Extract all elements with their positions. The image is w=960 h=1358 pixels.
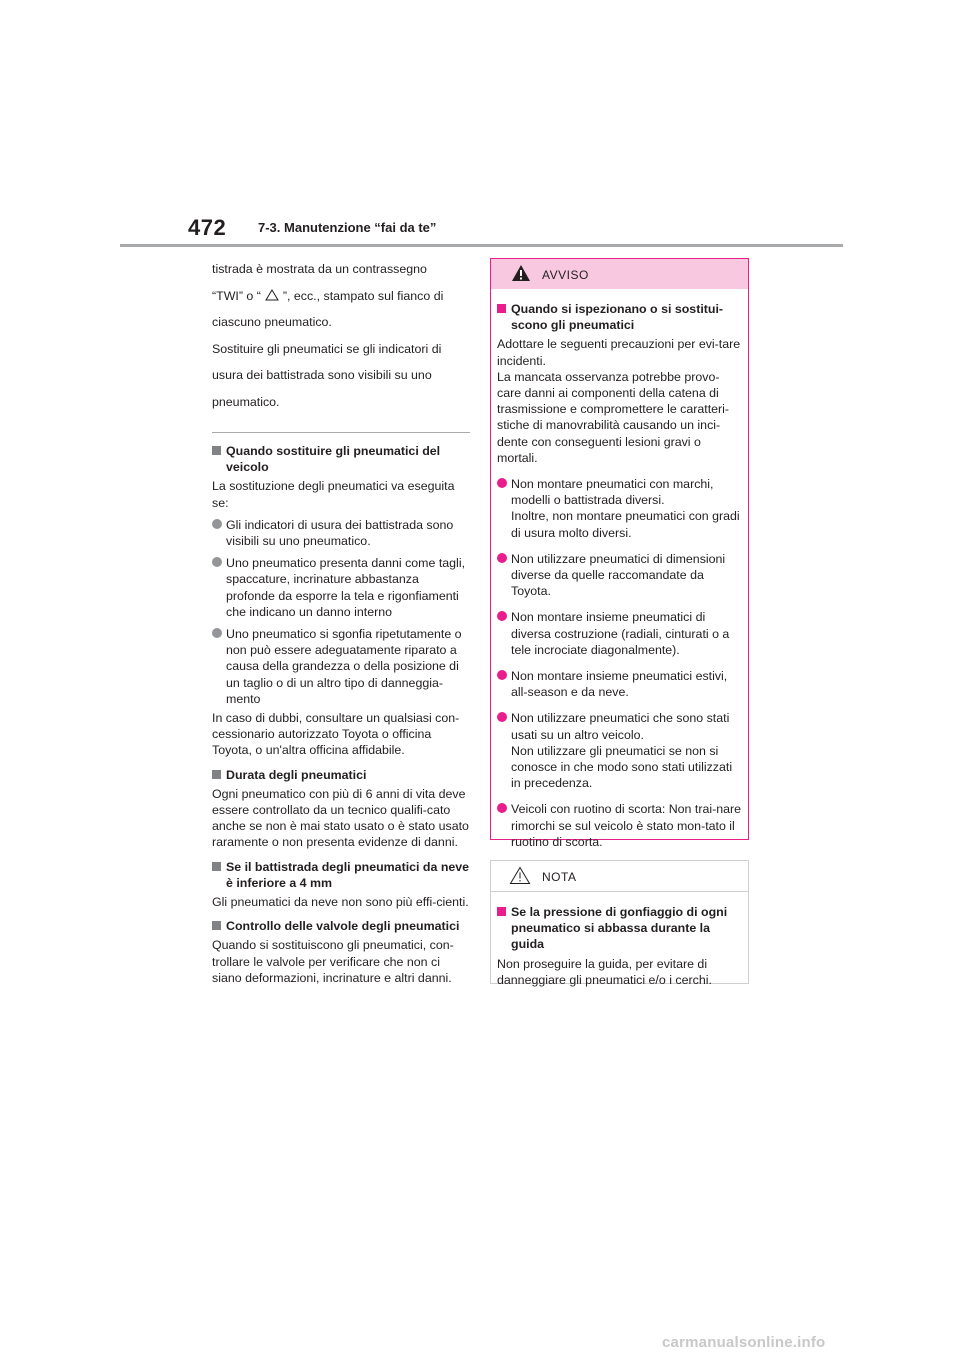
- body-text: Gli pneumatici da neve non sono più effi-cienti.: [212, 895, 469, 910]
- section-divider: [212, 432, 470, 433]
- note-box-title: NOTA: [542, 870, 577, 884]
- warning-heading: [497, 301, 742, 333]
- watermark: carmanualsonline.info: [662, 1334, 826, 1351]
- note-box-body: [491, 892, 748, 988]
- header-divider: [120, 244, 843, 247]
- intro-line: tistrada è mostrata da un contrassegno: [212, 262, 427, 276]
- list-item-text: Veicoli con ruotino di scorta: Non trai-nare rimorchi se sul veicolo è stato mon-tato il ruotino di scorta.: [511, 802, 742, 849]
- circle-bullet-icon: [497, 803, 507, 813]
- body-text: Adottare le seguenti precauzioni per evi-tare incidenti.: [497, 337, 741, 368]
- list-item: [497, 551, 742, 600]
- square-bullet-icon: [212, 862, 221, 871]
- list-item-text: Uno pneumatico presenta danni come tagli, spaccature, incrinature abbastanza profonde da esporre la tela e rigonfiamenti che indicano un danno interno: [226, 556, 466, 619]
- intro-line: pneumatico.: [212, 394, 280, 409]
- heading-text: Quando si ispezionano o si sostitui-scono gli pneumatici: [511, 302, 724, 333]
- page-header: [0, 0, 960, 250]
- list-item: [497, 609, 742, 658]
- warning-box-title: AVVISO: [542, 268, 589, 282]
- intro-line: [212, 283, 470, 310]
- heading-text: Se il battistrada degli pneumatici da neve è inferiore a 4 mm: [226, 859, 470, 890]
- intro-line: ciascuno pneumatico.: [212, 315, 332, 329]
- warning-triangle-icon: [511, 264, 531, 282]
- intro-text: “TWI” o “: [212, 288, 261, 303]
- list-item: [212, 555, 470, 620]
- intro-paragraph: [212, 256, 470, 415]
- intro-line: Sostituire gli pneumatici se gli indicatori di: [212, 341, 442, 356]
- intro-text: ”, ecc., stampato sul fianco di: [282, 288, 444, 303]
- list-item-text: Non montare pneumatici con marchi, modelli o battistrada diversi.: [511, 477, 714, 508]
- list-item: [497, 668, 742, 700]
- section-heading: [212, 767, 470, 783]
- list-item-text: Uno pneumatico si sgonfia ripetutamente o non può essere adeguatamente riparato a causa della grandezza o della posizione di un taglio o di un altro tipo di danneggia-mento: [226, 627, 462, 706]
- list-item-text: Non utilizzare pneumatici che sono stati usati su un altro veicolo.: [511, 711, 730, 742]
- list-item-text: Gli indicatori di usura dei battistrada sono visibili su uno pneumatico.: [226, 517, 454, 549]
- warning-box: [490, 258, 749, 849]
- list-item-text: Non utilizzare pneumatici di dimensioni diverse da quelle raccomandate da Toyota.: [511, 551, 726, 599]
- section-heading: [212, 443, 470, 475]
- list-item: [212, 626, 470, 707]
- list-item: [212, 517, 470, 549]
- section-title: 7-3. Manutenzione “fai da te”: [258, 220, 437, 235]
- body-text: La mancata osservanza potrebbe provo-care danni ai componenti della catena di trasmissione e compromettere le caratteri-stiche di manovrabilità causando un inci-dente con conseguenti lesioni gravi o mortali.: [497, 369, 730, 465]
- warning-box-body: [491, 289, 748, 850]
- list-item-text: Inoltre, non montare pneumatici con gradi di usura molto diversi.: [511, 509, 740, 540]
- square-bullet-icon: [212, 770, 221, 779]
- circle-bullet-icon: [497, 712, 507, 722]
- heading-text: Se la pressione di gonfiaggio di ogni pneumatico si abbassa durante la guida: [511, 905, 728, 952]
- list-item-text: Non montare insieme pneumatici di diversa costruzione (radiali, cinturati o a tele incrociate diagonalmente).: [511, 610, 730, 657]
- body-text: Ogni pneumatico con più di 6 anni di vita deve essere controllato da un tecnico qualifi-cato anche se non è mai stato usato o è stato usato raramente o non presenta evidenze di danni.: [212, 786, 469, 850]
- caution-triangle-icon: [509, 866, 531, 885]
- body-text: La sostituzione degli pneumatici va eseguita se:: [212, 479, 455, 510]
- heading-text: Controllo delle valvole degli pneumatici: [226, 919, 460, 934]
- note-box-header: [491, 861, 748, 892]
- circle-bullet-icon: [497, 478, 507, 488]
- body-text: Non proseguire la guida, per evitare di danneggiare gli pneumatici e/o i cerchi.: [497, 956, 712, 987]
- square-bullet-icon: [212, 446, 221, 455]
- list-item: [497, 801, 742, 850]
- section-heading: [212, 918, 470, 934]
- heading-text: Durata degli pneumatici: [226, 767, 367, 782]
- intro-line: usura dei battistrada sono visibili su uno: [212, 368, 432, 382]
- square-bullet-icon: [497, 304, 506, 313]
- heading-text: Quando sostituire gli pneumatici del veicolo: [226, 444, 441, 475]
- circle-bullet-icon: [497, 670, 507, 680]
- list-item-text: Non montare insieme pneumatici estivi, all-season e da neve.: [511, 669, 728, 700]
- circle-bullet-icon: [212, 628, 222, 638]
- list-item-text: Non utilizzare gli pneumatici se non si conosce in che modo sono stati utilizzati in precedenza.: [511, 743, 733, 791]
- circle-bullet-icon: [212, 557, 222, 567]
- list-item: [497, 710, 742, 791]
- section-heading: [212, 859, 470, 891]
- list-item: [497, 476, 742, 541]
- square-bullet-icon: [212, 921, 221, 930]
- circle-bullet-icon: [497, 553, 507, 563]
- tread-indicator-triangle-icon: [265, 284, 279, 296]
- note-box: [490, 860, 749, 987]
- square-bullet-icon: [497, 907, 506, 916]
- circle-bullet-icon: [497, 611, 507, 621]
- left-column: [212, 256, 470, 986]
- body-text: Quando si sostituiscono gli pneumatici, con-trollare le valvole per verificare che non ci siano deformazioni, incrinature e altri danni.: [212, 938, 454, 985]
- note-heading: [497, 904, 742, 953]
- body-text: In caso di dubbi, consultare un qualsiasi con-cessionario autorizzato Toyota o officina Toyota, o un'altra officina affidabile.: [212, 711, 460, 758]
- circle-bullet-icon: [212, 519, 222, 529]
- page-number: 472: [188, 215, 227, 240]
- warning-box-header: [491, 259, 748, 289]
